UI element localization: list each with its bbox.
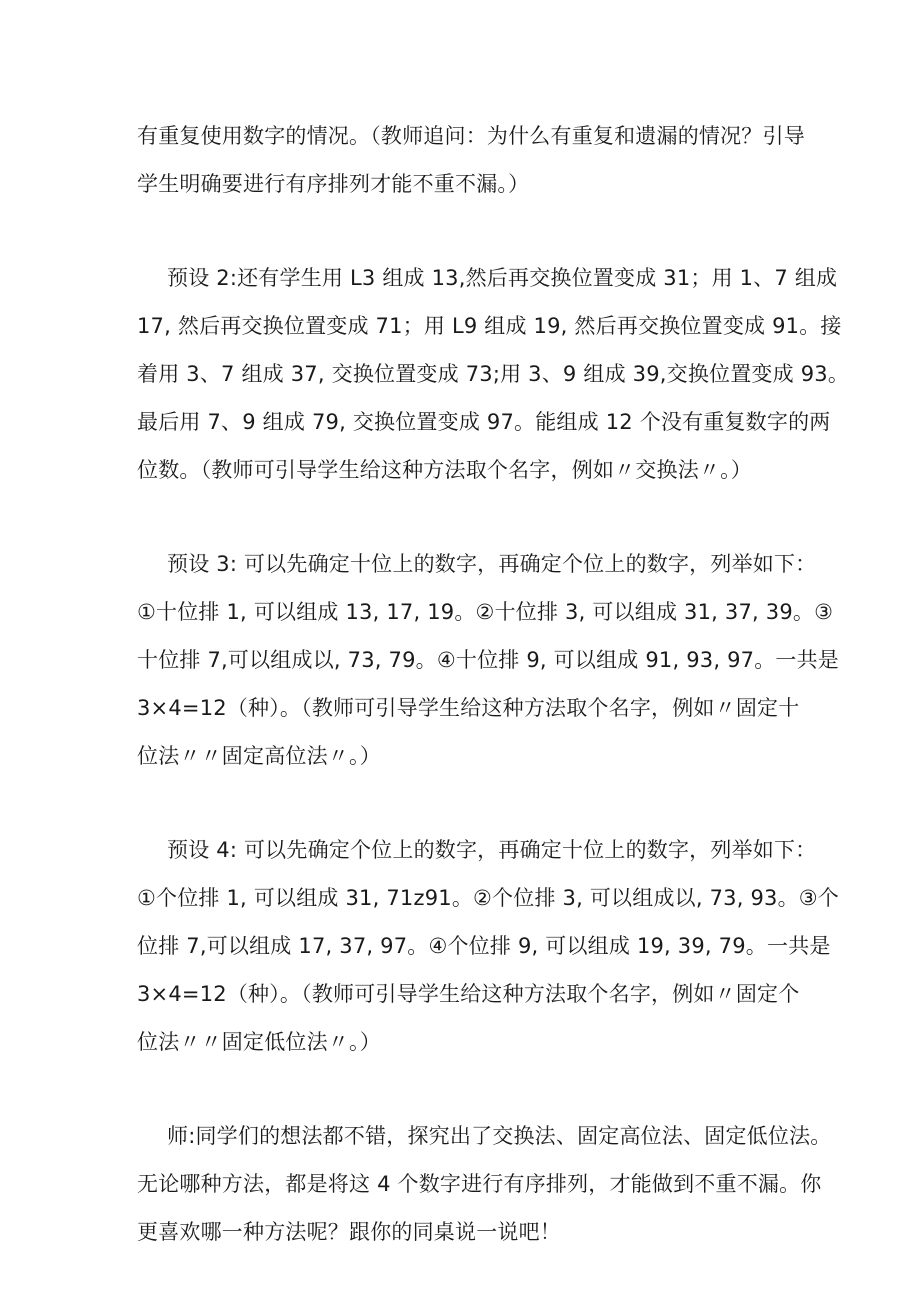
text-line: 无论哪种方法，都是将这 4 个数字进行有序排列，才能做到不重不漏。你 <box>137 1172 822 1196</box>
text-line: 学生明确要进行有序排列才能不重不漏。） <box>137 172 530 196</box>
paragraph-spacer <box>137 208 787 254</box>
text-line: 预设 2:还有学生用 L3 组成 13,然后再交换位置变成 31；用 1、7 组成 <box>167 266 838 290</box>
text-line: 位排 7,可以组成 17, 37, 97。④个位排 9, 可以组成 19, 39, 79。一共是 <box>137 934 831 958</box>
text-line: 师:同学们的想法都不错，探究出了交换法、固定高位法、固定低位法。 <box>167 1124 832 1148</box>
text-line: 有重复使用数字的情况。（教师追问：为什么有重复和遗漏的情况？引导 <box>137 124 805 148</box>
text-line: 预设 4: 可以先确定个位上的数字，再确定十位上的数字，列举如下： <box>167 838 817 862</box>
text-line: ①十位排 1, 可以组成 13, 17, 19。②十位排 3, 可以组成 31, 37, 39。③ <box>137 600 834 624</box>
paragraph-preset-2 <box>137 254 850 494</box>
text-line: 位法〃〃固定低位法〃。） <box>137 1030 381 1054</box>
text-line: 位数。（教师可引导学生给这种方法取个名字，例如〃交换法〃。） <box>137 458 752 482</box>
text-line: 预设 3: 可以先确定十位上的数字，再确定个位上的数字，列举如下： <box>167 552 817 576</box>
text-line: 3×4=12（种）。（教师可引导学生给这种方法取个名字，例如〃固定十 <box>137 696 800 720</box>
document-body <box>137 112 850 1256</box>
text-line: 3×4=12（种）。（教师可引导学生给这种方法取个名字，例如〃固定个 <box>137 982 800 1006</box>
text-line: 位法〃〃固定高位法〃。） <box>137 744 381 768</box>
text-line: 十位排 7,可以组成以, 73, 79。④十位排 9, 可以组成 91, 93, 97。一共是 <box>137 648 840 672</box>
paragraph-spacer <box>137 494 787 540</box>
paragraph-repeat-usage <box>137 112 805 208</box>
paragraph-spacer <box>137 780 787 826</box>
paragraph-teacher-summary <box>137 1112 832 1256</box>
paragraph-preset-3 <box>137 540 840 780</box>
text-line: 着用 3、7 组成 37, 交换位置变成 73;用 3、9 组成 39,交换位置变成 93。 <box>137 362 850 386</box>
paragraph-spacer <box>137 1066 787 1112</box>
paragraph-preset-4 <box>137 826 840 1066</box>
text-line: 最后用 7、9 组成 79, 交换位置变成 97。能组成 12 个没有重复数字的两 <box>137 410 831 434</box>
text-line: 更喜欢哪一种方法呢？跟你的同桌说一说吧！ <box>137 1220 561 1244</box>
text-line: ①个位排 1, 可以组成 31, 71z91。②个位排 3, 可以组成以, 73, 93。③个 <box>137 886 840 910</box>
text-line: 17, 然后再交换位置变成 71；用 L9 组成 19, 然后再交换位置变成 91。接 <box>137 314 842 338</box>
